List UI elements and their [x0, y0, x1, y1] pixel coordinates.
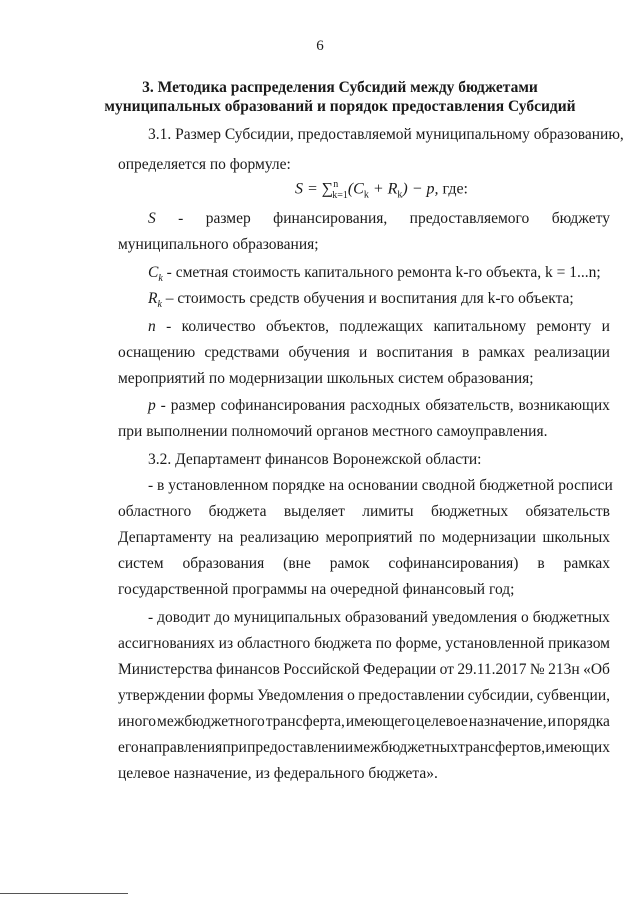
para-3-2-bullet-2-line-3 [118, 661, 610, 679]
word: финансирования, [273, 210, 388, 227]
word: по [375, 635, 392, 652]
para-3-2-bullet-2-line-4 [118, 687, 610, 705]
word: n [148, 318, 156, 335]
word: «Об [583, 661, 610, 678]
word: школьных [542, 529, 610, 546]
word: - [178, 210, 184, 227]
word: доводит [157, 609, 211, 626]
word: бюджета [314, 635, 372, 652]
ck-subscript: k [158, 273, 163, 285]
word: количество [181, 318, 256, 335]
def-n-line-2 [118, 344, 610, 362]
para-3-2-bullet-2-line-2 [118, 635, 610, 653]
word: бюджетных [532, 609, 610, 626]
word: направления [138, 739, 223, 756]
word: рамках [478, 344, 525, 361]
formula-ck-sub: k [363, 189, 369, 201]
def-rk [148, 290, 610, 310]
word: в [537, 555, 545, 572]
word: обязательств [525, 503, 610, 520]
word: Федерации [362, 661, 437, 678]
word: трансфертов, [458, 739, 546, 756]
word: иного [118, 713, 157, 730]
word: Уведомления [257, 687, 344, 704]
word: межбюджетного [157, 713, 265, 730]
word: утверждении [118, 687, 205, 704]
word: на [218, 529, 234, 546]
word: субсидии, [467, 687, 534, 704]
formula-word: где: [438, 180, 468, 198]
para-3-2-bullet-2-line-7: целевое назначение, из федерального бюджета». [118, 765, 438, 782]
formula-plus: + R [368, 180, 398, 198]
subsidy-formula [295, 179, 468, 201]
word: трансферта, [265, 713, 345, 730]
word: по [419, 529, 436, 546]
word: размер [170, 397, 216, 414]
rk-subscript: k [157, 299, 162, 311]
word: целевое [415, 713, 468, 730]
word: подлежащих [339, 318, 424, 335]
word: 213н [548, 661, 580, 678]
def-n-line-3: мероприятий по модернизации школьных систем образования; [118, 370, 534, 387]
word: формы [208, 687, 254, 704]
formula-tail: ) − p, [402, 180, 439, 198]
word: бюджета [208, 503, 267, 520]
word: капитальному [433, 318, 527, 335]
word: уведомления [431, 609, 518, 626]
word: из [218, 635, 234, 652]
formula-lhs: S = ∑ [295, 180, 334, 198]
ck-symbol: C [148, 264, 159, 281]
word: - [148, 609, 154, 626]
para-3-2-bullet-1-line-3 [118, 529, 610, 547]
word: реализации [534, 344, 610, 361]
word: муниципальных [233, 609, 342, 626]
word: реализацию [239, 529, 319, 546]
para-3-2-bullet-2-line-1 [148, 609, 610, 627]
word: порядка [556, 713, 610, 730]
word: обучения [288, 344, 350, 361]
word: 29.11.2017 [457, 661, 527, 678]
word: образований [345, 609, 428, 626]
para-3-2-bullet-1-line-5: государственной программы на очередной финансовый год; [118, 581, 515, 598]
word: модернизации [441, 529, 536, 546]
rk-text: – стоимость средств обучения и воспитания для k-го объекта; [161, 290, 574, 307]
word: S [148, 210, 156, 227]
word: финансов [216, 661, 280, 678]
formula-sup: n [333, 179, 339, 190]
page-number: 6 [316, 38, 324, 54]
word: мероприятий [325, 529, 413, 546]
word: обязательств, [425, 397, 514, 414]
heading-line-2: муниципальных образований и порядок предоставления Субсидий [104, 98, 576, 115]
para-3-1-line-1: 3.1. Размер Субсидии, предоставляемой муниципальному образованию, [148, 126, 624, 143]
word: p [148, 397, 156, 414]
word: объектов, [266, 318, 330, 335]
word: предоставлении [247, 739, 354, 756]
para-3-2-bullet-1-line-1: - в установленном порядке на основании сводной бюджетной росписи [148, 477, 613, 494]
para-3-2-bullet-2-line-5 [118, 713, 610, 731]
rk-symbol: R [148, 290, 158, 307]
def-p-line-1 [148, 397, 610, 415]
word: бюджетных [430, 503, 509, 520]
word: лимиты [362, 503, 414, 520]
word: расходных [350, 397, 421, 414]
def-p-line-2: при выполнении полномочий органов местного самоуправления. [118, 423, 548, 440]
word: - [160, 397, 166, 414]
word: до [214, 609, 230, 626]
word: областного [118, 503, 192, 520]
word: областного [236, 635, 311, 652]
word: (вне [283, 555, 311, 572]
word: средствами [204, 344, 280, 361]
word: назначение, [468, 713, 547, 730]
word: предоставлении [358, 687, 465, 704]
word: межбюджетных [353, 739, 458, 756]
word: рамок [329, 555, 370, 572]
word: ремонту [536, 318, 592, 335]
word: ассигнованиях [118, 635, 215, 652]
para-3-2-line-1: 3.2. Департамент финансов Воронежской области: [148, 451, 482, 468]
section-heading [80, 78, 600, 116]
word: размер [205, 210, 251, 227]
word: и [358, 344, 368, 361]
word: Министерства [118, 661, 213, 678]
word: о [521, 609, 529, 626]
word: и [601, 318, 610, 335]
word: - [166, 318, 172, 335]
word: его [118, 739, 139, 756]
word: при [222, 739, 247, 756]
word: предоставляемого [409, 210, 530, 227]
para-3-2-bullet-1-line-2 [118, 503, 610, 521]
heading-line-1: 3. Методика распределения Субсидий между бюджетами [142, 79, 538, 96]
word: приказом [548, 635, 610, 652]
word: софинансирования) [388, 555, 519, 572]
def-n-line-1 [148, 318, 610, 336]
word: систем [118, 555, 164, 572]
formula-body: (C [347, 180, 364, 198]
word: образования [182, 555, 265, 572]
word: имеющего [345, 713, 415, 730]
para-3-1-line-2: определяется по формуле: [118, 156, 291, 173]
word: установленной [445, 635, 545, 652]
def-ck [148, 264, 610, 284]
ck-text: - сметная стоимость капитального ремонта k-го объекта, k = 1...n; [162, 264, 601, 281]
def-s-line-2: муниципального образования; [118, 236, 319, 253]
word: выделяет [283, 503, 345, 520]
word: воспитания [376, 344, 453, 361]
def-s-line-1 [148, 210, 610, 228]
formula-rk-sub: k [397, 189, 403, 201]
word: о [347, 687, 355, 704]
word: форме, [395, 635, 442, 652]
word: Департаменту [118, 529, 212, 546]
word: Российской [283, 661, 360, 678]
word: софинансирования [220, 397, 346, 414]
word: оснащению [118, 344, 196, 361]
word: рамках [563, 555, 610, 572]
word: имеющих [545, 739, 610, 756]
word: возникающих [518, 397, 610, 414]
word: от [439, 661, 454, 678]
footer-rule [0, 893, 128, 894]
para-3-2-bullet-2-line-6 [118, 739, 610, 757]
word: субвенции, [536, 687, 610, 704]
word: и [547, 713, 556, 730]
word: в [462, 344, 470, 361]
word: бюджету [551, 210, 610, 227]
word: № [529, 661, 545, 678]
formula-sub: k=1 [332, 189, 348, 201]
para-3-2-bullet-1-line-4 [118, 555, 610, 573]
